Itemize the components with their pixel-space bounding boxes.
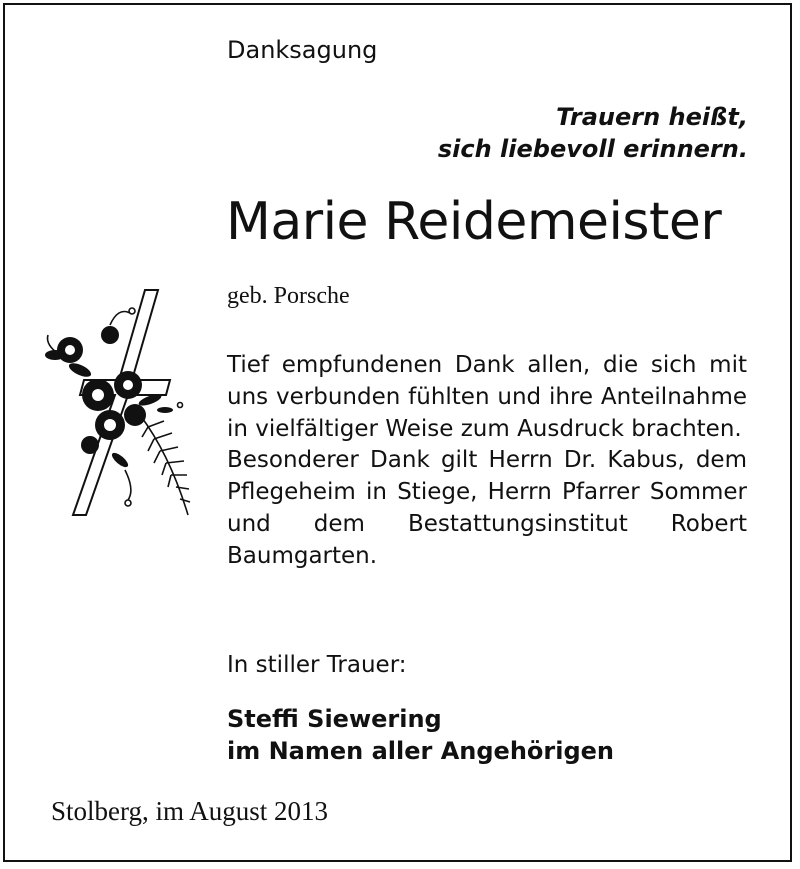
mourning-line: In stiller Trauer: bbox=[227, 652, 407, 678]
motto-line-2: sich liebevoll erinnern. bbox=[437, 135, 748, 163]
birth-name: geb. Porsche bbox=[227, 283, 350, 309]
deceased-name: Marie Reidemeister bbox=[226, 192, 722, 252]
thanks-paragraph-1: Tief empfundenen Dank allen, die sich mit uns verbunden fühlten und ihre Anteilnahme in vielfältiger Weise zum Ausdruck brachten. bbox=[227, 352, 747, 442]
cross-with-roses-icon bbox=[40, 285, 200, 525]
signer-name: Steffi Siewering bbox=[227, 705, 442, 733]
signer-note: im Namen aller Angehörigen bbox=[227, 737, 615, 765]
thanks-text bbox=[227, 350, 747, 573]
signers bbox=[227, 703, 614, 767]
heading: Danksagung bbox=[227, 36, 378, 64]
thanks-paragraph-2: Besonderer Dank gilt Herrn Dr. Kabus, dem Pflegeheim in Stiege, Herrn Pfarrer Sommer und dem Bestattungsinstitut Robert Baumgarten. bbox=[227, 447, 747, 569]
place-date: Stolberg, im August 2013 bbox=[51, 796, 329, 826]
motto-line-1: Trauern heißt, bbox=[556, 103, 748, 131]
motto bbox=[348, 101, 748, 165]
